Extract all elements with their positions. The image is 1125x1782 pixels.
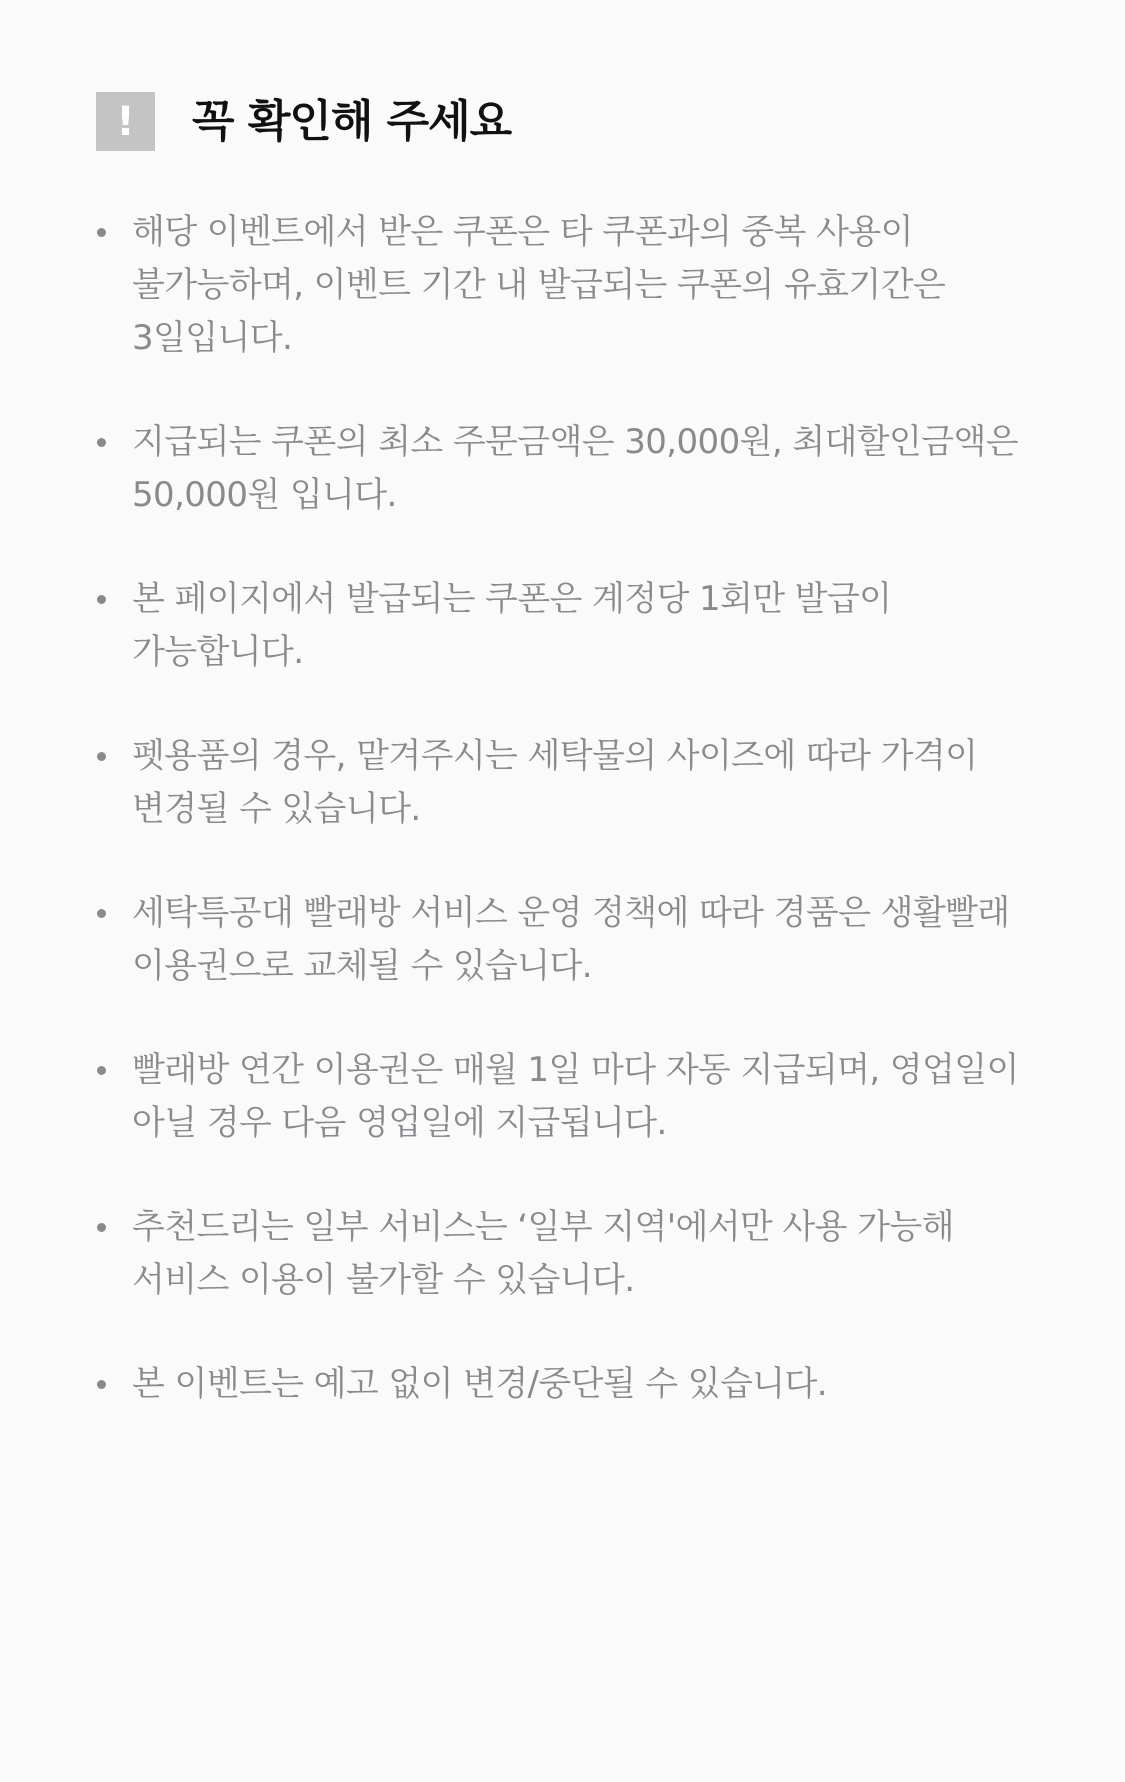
notice-item: [96, 1044, 1056, 1150]
notice-title: 꼭 확인해 주세요: [192, 96, 512, 147]
notice-item-text: 세탁특공대 빨래방 서비스 운영 정책에 따라 경품은 생활빨래 이용권으로 교체될 수 있습니다.: [132, 893, 1010, 986]
bullet-icon: [97, 752, 106, 761]
notice-item-text: 본 이벤트는 예고 없이 변경/중단될 수 있습니다.: [132, 1364, 827, 1404]
notice-item: [96, 416, 1056, 522]
bullet-icon: [97, 438, 106, 447]
notice-item: [96, 206, 1056, 365]
notice-item-text: 추천드리는 일부 서비스는 ‘일부 지역'에서만 사용 가능해 서비스 이용이 불가할 수 있습니다.: [132, 1207, 954, 1300]
notice-item: [96, 1358, 1056, 1411]
notice-item: [96, 1201, 1056, 1307]
bullet-icon: [97, 1223, 106, 1232]
notice-item: [96, 887, 1056, 993]
notice-item: [96, 573, 1056, 679]
notice-list: [96, 206, 1056, 1462]
bullet-icon: [97, 909, 106, 918]
bullet-icon: [97, 228, 106, 237]
bullet-icon: [97, 595, 106, 604]
notice-header: [96, 92, 511, 151]
notice-item: [96, 730, 1056, 836]
notice-item-text: 본 페이지에서 발급되는 쿠폰은 계정당 1회만 발급이 가능합니다.: [132, 579, 892, 672]
notice-item-text: 펫용품의 경우, 맡겨주시는 세탁물의 사이즈에 따라 가격이 변경될 수 있습니다.: [132, 736, 978, 829]
notice-item-text: 빨래방 연간 이용권은 매월 1일 마다 자동 지급되며, 영업일이 아닐 경우 다음 영업일에 지급됩니다.: [132, 1050, 1019, 1143]
exclamation-glyph: !: [116, 98, 135, 145]
notice-item-text: 지급되는 쿠폰의 최소 주문금액은 30,000원, 최대할인금액은 50,000원 입니다.: [132, 422, 1018, 515]
notice-item-text: 해당 이벤트에서 받은 쿠폰은 타 쿠폰과의 중복 사용이 불가능하며, 이벤트 기간 내 발급되는 쿠폰의 유효기간은 3일입니다.: [132, 212, 946, 358]
bullet-icon: [97, 1066, 106, 1075]
bullet-icon: [97, 1380, 106, 1389]
exclamation-icon: [96, 92, 155, 151]
